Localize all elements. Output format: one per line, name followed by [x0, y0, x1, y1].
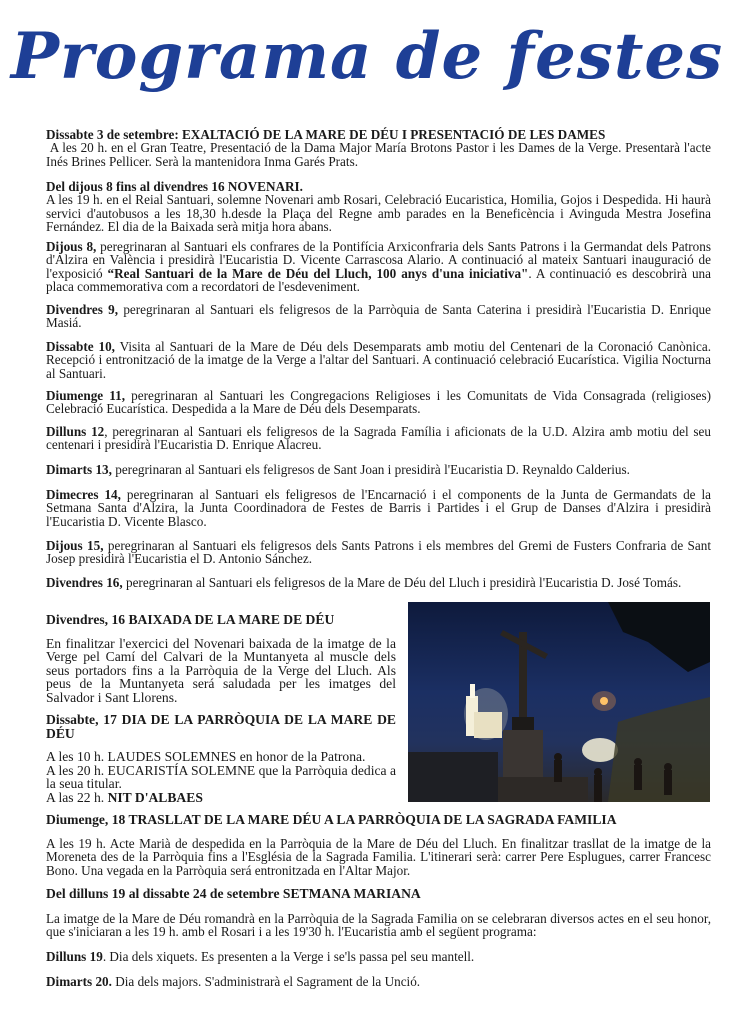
- section-lead: Dijous 8,: [46, 239, 97, 254]
- procession-photo: [408, 602, 710, 802]
- section-body: Visita al Santuari de la Mare de Déu dels Desemparats amb motiu del Centenari de la Coronació Canònica. Recepció i entronització de la imatge de la Verge a l'altar del Santuari. A continuació celebració Eucarística. Vigilia Nocturna al Santuari.: [46, 339, 711, 381]
- section-line: A les 10 h. LAUDES SOLEMNES en honor de la Patrona.: [46, 749, 366, 765]
- section-body: En finalitzar l'exercici del Novenari baixada de la imatge de la Verge pel Camí del Calvari de la Muntanyeta al muscle dels seus portadors fins a la Parròquia de la Verge del Lluch. Als peus de la Muntanyeta será saludada per les imatges del Salvador i Sant Llorens.: [46, 635, 396, 705]
- section-divendres-9: [46, 303, 711, 330]
- section-lead: Dilluns 19: [46, 949, 103, 964]
- section-line: A les 20 h. EUCARISTÍA SOLEMNE que la Parròquia dedica a la seua titular.: [46, 762, 396, 792]
- section-heading: Divendres, 16 BAIXADA DE LA MARE DE DÉU: [46, 612, 335, 627]
- section-body: . Dia dels xiquets. Es presenten a la Verge i se'ls passa pel seu mantell.: [102, 949, 475, 964]
- section-body: peregrinaran al Santuari els feligresos de la Parròquia de Santa Caterina i presidirà l'Eucaristia D. Enrique Masiá.: [46, 302, 711, 331]
- section-lead: Dimecres 14,: [46, 487, 121, 502]
- section-line: [46, 791, 396, 805]
- section-trasllat-heading: [46, 813, 711, 826]
- section-lead: Dilluns 12: [46, 424, 105, 439]
- exhibition-title: “Real Santuari de la Mare de Déu del Lluch, 100 anys d'una iniciativa": [107, 265, 529, 281]
- section-heading: Dissabte 3 de setembre: EXALTACIÓ DE LA MARE DE DÉU I PRESENTACIÓ DE LES DAMES: [46, 127, 606, 142]
- section-setmana-heading: [46, 887, 711, 900]
- section-exaltacio: [46, 128, 711, 168]
- section-dimarts-20: [46, 975, 711, 988]
- section-divendres-16: [46, 576, 711, 589]
- time-label: A las 22 h.: [46, 789, 108, 805]
- section-body: peregrinaran al Santuari els feligresos de l'Encarnació i el components de la Junta de Germandats de la Setmana Santa d'Alzira, la Junta Coordinadora de Festes de Barris i Partides i el Grup de Danses d'Alzira i presidirà l'Eucaristia D. Vicente Blasco.: [46, 487, 712, 529]
- section-trasllat-body: A les 19 h. Acte Marià de despedida en la Parròquia de la Mare de Déu del Lluch. En finalitzar trasllat de la imatge de la Moreneta des de la Parròquia fins a l'Església de la Sagrada Familia. L'itinerari serà: carrer Pere Esplugues, carrer Francesc Bono. Una vegada en la Parròquia será entronitzada en l'Altar Major.: [46, 836, 711, 878]
- section-lead: Divendres 16,: [46, 575, 123, 590]
- section-lead: Divendres 9,: [46, 302, 119, 317]
- section-lead: Dissabte 10,: [46, 339, 115, 354]
- section-setmana-body: La imatge de la Mare de Déu romandrà en la Parròquia de la Sagrada Familia on se celebraran diversos actes en el seu honor, que s'iniciaran a les 19 h. amb el Rosari i a les 19'30 h. l'Eucaristia amb el següent programa:: [46, 911, 711, 940]
- section-body: , peregrinaran al Santuari els feligresos de la Sagrada Família i aficionats de la U.D. Alzira amb motiu del seu centenari i presidirà l'Eucaristia D. Enrique Alacreu.: [46, 424, 711, 453]
- section-dia-parroquia: [46, 713, 396, 805]
- section-diumenge-11: [46, 389, 711, 416]
- event-name: NIT D'ALBAES: [107, 789, 203, 805]
- section-heading: Dissabte, 17 DIA DE LA PARRÒQUIA DE LA MARE DE DÉU: [46, 712, 396, 741]
- section-body: A les 19 h. en el Reial Santuari, solemne Novenari amb Rosari, Celebració Eucaristica, Homilia, Gojos i Despedida. Hi haurà servici d'autobusos a les 18,30 h.desde la Plaça del Regne amb parades en la Beneficència i Avinguda Mestra Josefina Fernández. El dia de la Baixada serà mitja hora abans.: [46, 192, 711, 235]
- section-dijous-15: [46, 539, 711, 566]
- section-body: peregrinaran al Santuari les Congregacions Religioses i les Comunitats de Vida Consagrada (religioses) Celebració Eucarística. Despedida a la Mare de Déu dels Desemparats.: [46, 388, 711, 417]
- section-novenari: [46, 180, 711, 234]
- section-lead: Dimarts 13,: [46, 462, 112, 477]
- section-heading: Del dilluns 19 al dissabte 24 de setembre SETMANA MARIANA: [46, 886, 421, 901]
- section-lead: Dimarts 20.: [46, 974, 112, 989]
- section-dimarts-13: [46, 463, 711, 476]
- section-body: peregrinaran al Santuari els feligresos de Sant Joan i presidirà l'Eucaristia D. Reynaldo Calderius.: [111, 462, 630, 477]
- section-body: Dia dels majors. S'administrarà el Sagrament de la Unció.: [111, 974, 421, 989]
- section-body: . A continuació es descobrirà una placa commemorativa com a recordatori de l'esdeveniment.: [46, 265, 711, 295]
- section-lead: Diumenge 11,: [46, 388, 126, 403]
- section-dimecres-14: [46, 488, 711, 528]
- section-heading: Del dijous 8 fins al divendres 16 NOVENARI.: [46, 179, 303, 194]
- section-dijous-8: [46, 240, 711, 294]
- section-lead: Dijous 15,: [46, 538, 104, 553]
- section-baixada: [46, 613, 396, 705]
- section-body: peregrinaran al Santuari els feligresos dels Sants Patrons i els membres del Gremi de Fusters Confraria de Sant Josep presidirà l'Eucaristia el D. Antonio Sánchez.: [46, 538, 711, 567]
- photo-illustration: [408, 602, 710, 802]
- section-body: A les 20 h. en el Gran Teatre, Presentació de la Dama Major María Brotons Pastor i les Dames de la Verge. Presentarà l'acte Inés Brines Pellicer. Serà la mantenidora Inma Garés Prats.: [46, 140, 712, 169]
- section-dilluns-19: [46, 950, 711, 963]
- section-body: peregrinaran al Santuari els feligresos de la Mare de Déu del Lluch i presidirà l'Eucaristia D. José Tomás.: [122, 575, 682, 590]
- page-title: Programa de festes: [10, 19, 724, 94]
- section-heading: Diumenge, 18 TRASLLAT DE LA MARE DÉU A LA PARRÒQUIA DE LA SAGRADA FAMILIA: [46, 812, 617, 827]
- section-dissabte-10: [46, 340, 711, 380]
- section-dilluns-12: [46, 425, 711, 452]
- section-body: peregrinaran al Santuari els confrares de la Pontifícia Arxiconfraria dels Sants Patrons i la Germandat dels Patrons d'Alzira en València i presidirà l'Eucaristia D. Vicente Carrascosa Alario. A continuació al mateix Santuari inauguració de l'exposició: [46, 239, 711, 281]
